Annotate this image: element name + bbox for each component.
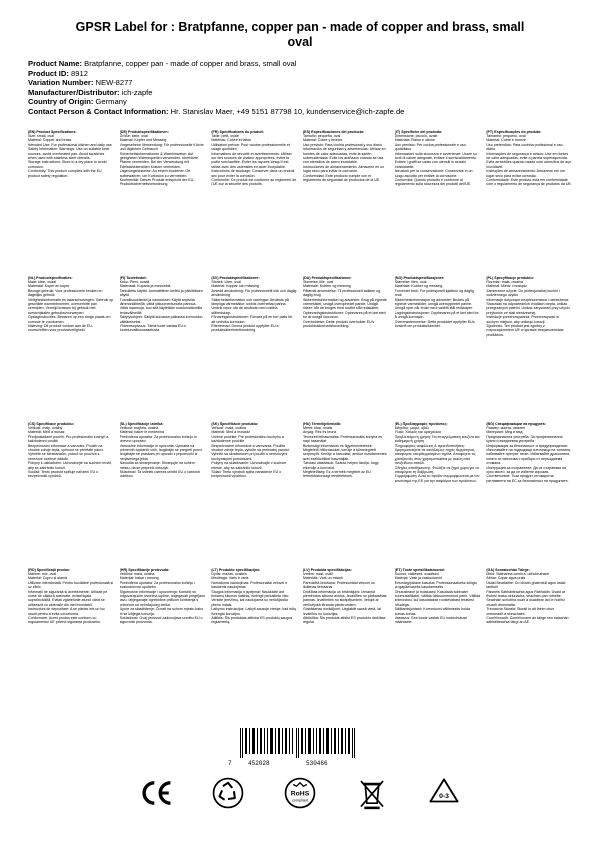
info-variation-number — [28, 78, 572, 88]
barcode-digit-prefix: 7 — [228, 760, 232, 767]
section-body: Koko: Pieni, ovaali Materiaali: Kuparia ja messinkiä Tarkoitettu käyttö: Ammattilinen keittiö ja päivittäinen käyttö Turvallisuustiedot ja varoitukset: Käytä sopivilla lämmönlähteillä, vältä ylikuumentunutta pannua. Vältä naarmuja, kun sitä käytetään ruostumattomilla teräsvälineillä. Säilytysohjeet: Säilytä kuivassa paikassa korroosion välttämiseksi. Yhteensopivuus: Tämä tuote vastaa EU:n tuoteturvallisuusasetusta. — [119, 279, 203, 333]
barcode — [238, 728, 358, 758]
section-body: Méid: Státhanna cumhra, ubhchruthach Abhar: Copar agus práis Úsáid Beartaithe: Do chistin ghairmiúil agus úsáid laethúil Faisnéis Sábháilteachta agus Rabhaidh: Úsáid ar fhoinsí teasa oiriúnacha, seachain pan róthéite. Seachain scríobha nuair a úsáidtear iad le huirlisí cruach dhosmálta. Treoracha Stórála: Stóráil in áit thirim chun creimeadh a sheachaint. Comhlíonadh: Comhlíonann an táirge seo rialachán sábháilteachta táirgí an AE. — [486, 571, 569, 625]
section-heading: (NO) Produktspesifikasjoner: — [394, 275, 445, 280]
info-value: 8912 — [71, 68, 88, 78]
info-key: Manufacturer/Distributor: — [28, 87, 120, 97]
spec-section-no — [395, 274, 481, 420]
section-body: Veličina: mala, ovalna Materijal: bakar i mesing Predviđena uporaba: Za profesionalnu kuhinju i svakodnevnu upotrebu Sigurnosne informacije i upozorenja: Koristiti na odgovarajućim izvorima topline, izbjegavati pregrijanu tavu. Izbjegavajte ogrebotine prilikom korištenja s priborom od nehrđajućeg čelika. Upute za skladištenje: Čuvati na suhom mjestu kako bi se izbjegla korozija. Sukladnost: Ovaj proizvod zadovoljava uredbu EU o sigurnosti proizvoda. — [119, 571, 205, 625]
page-title: GPSR Label for : Bratpfanne, copper pan - made of copper and brass, small oval — [75, 20, 525, 49]
section-heading: (PT) Especificações do produto: — [486, 129, 542, 134]
info-value: NEW-8277 — [95, 78, 133, 88]
spec-section-ga — [486, 566, 572, 686]
info-value: Germany — [95, 97, 127, 107]
spec-section-el — [395, 420, 481, 566]
mobius-text: 0-3 — [439, 793, 449, 801]
section-heading: (LV) Produkta specifikācijas: — [302, 567, 352, 572]
spec-section-sv — [211, 274, 297, 420]
barcode-digits-left: 452028 — [248, 760, 270, 767]
section-body: Taille: petit, ovale Matériau: Cuivre et laiton Utilisation prévue: Pour cuisine professionnelle et usage quotidien Informations de sécurité et avertissements: Utiliser sur des sources de chaleur appropriées, éviter la poêle surchauffée. Éviter les rayures lorsqu'il est utilisé avec des ustensiles en acier inoxydable. Instructions de stockage: Conserver dans un endroit sec pour éviter la corrosion. Conformité: Ce produit est conforme au règlement de l'UE sur la sécurité des produits. — [211, 133, 297, 187]
section-heading: (DA) Produktspecifikationer: — [302, 275, 352, 280]
spec-section-lt — [211, 566, 297, 686]
mobius-loop-icon — [427, 776, 461, 810]
info-key: Variation Number: — [28, 78, 94, 88]
spec-section-de — [120, 128, 206, 274]
info-value: Hr. Stanislav Maer, +49 5151 87798 10, kundenservice@ich-zapfe.de — [170, 106, 405, 116]
section-body: Size: small, oval Material: Copper and brass Intended Use: For professional kitchen and daily use Safety Information: Warnings: Use on suitable heat sources, avoid overheated pan. Avoid scratches when used with stainless steel utensils. Storage Instructions: Store in a dry place to avoid corrosion. Conformity: This product complies with the EU product safety regulation. — [28, 133, 112, 178]
info-contact — [28, 107, 572, 117]
info-manufacturer — [28, 88, 572, 98]
section-heading: (SK) Špecifikácie produktu: — [211, 421, 259, 426]
section-body: Velikost: malý, oválný Materiál: Měď a mosaz Předpokládané použití: Pro profesionální kuchyň a každodenní použití Bezpečnostní informace a varování: Použití na vhodné zdroje tepla, vyhnout se přehřáté pánvi. Vyhněte se škrábancům, pokud se používá s nerezové ocelové nádobí. Pokyny k uskladnění: Uchovávejte na suchém místě, aby se zabránilo korozi. Soulad: Tento produkt splňuje nařízení EU o bezpečnosti výrobků. — [28, 425, 113, 479]
section-heading: (HU) Termékjellemzők: — [302, 421, 342, 426]
spec-section-it — [395, 128, 481, 274]
section-heading: (CS) Specifikace produktu: — [28, 421, 74, 426]
section-heading: (PL) Specyfikacje produktu: — [486, 275, 534, 280]
info-product-id — [28, 69, 572, 79]
section-body: Suurus: väikesed, ovaalsed Materjal: Vask ja vasksulamid Eesmärgipärane kasutus: Professionaalseks köögis ja igapäevaseks kasutamiseks Ohutusteave ja hoiatused: Kasutada sobivatel kuumusallikatel, vältida ülekuumenenud pann. Vältida kriimustusi, kui kasutatakse roostevabast terasest nõudega. Säilitamisjuhised: Korrosiooni vältimiseks hoida kuivas kohas. Vastavus: See toode vastab ELi tooteohutuse määrusele. — [394, 571, 481, 625]
spec-section-cs — [28, 420, 114, 566]
section-heading: (ES) Especificaciones del producto: — [302, 129, 365, 134]
spec-section-bg — [486, 420, 572, 566]
section-heading: (NL) Productspecificaties: — [28, 275, 73, 280]
product-info — [28, 59, 572, 117]
section-heading: (SL) Specifikacije izdelka: — [119, 421, 164, 426]
weee-bin-icon — [355, 776, 389, 810]
spec-section-es — [303, 128, 389, 274]
section-body: Größe: klein, oval Material: Kupfer und Messing Vorgesehene Verwendung: Für professionelle Küche und täglichen Gebrauch Sicherheitsinformationen & Warnhinweise: Auf geeigneten Wärmequellen verwenden, überhitzte Pfanne vermeiden. Bei der Verwendung mit Edelstahlutensilien Kratzer vermeiden. Lagerungshinweise: An einem trockenen Ort aufbewahren, um Korrosion zu vermeiden. Konformität: Dieses Produkt entspricht der EU-Produktsicherheitsverordnung. — [119, 133, 204, 187]
section-body: Størrelse: lille, oval Materiale: Kobber og messing Påtænkt anvendelse: Til professionelt køkken og daglig brug Sikkerhedsinformation og advarsler: Brug på egnede varmekilder, undgå overophedet pande. Undgå ridser, når de bruges med rustfrit stål redskaber. Opbevaringsinstruktioner: Opbevares på et tørt sted for at undgå korrosion. Overholdelse: Dette produkt overholder EU's produktsikkerhedsforordning. — [302, 279, 387, 329]
spec-section-sl — [120, 420, 206, 566]
spec-section-ro — [28, 566, 114, 686]
section-body: Storlek: Liten, oval Material: Koppar och mässing Avsedd användning: För professionellt kök och daglig användning Säkerhetsinformation och varningar: Används på lämpliga värmekällor, undvik överhettad panna. Undvik repor när de används med rostfria stålredskap. Förvaringsinstruktioner: Förvara på en torr plats för att undvika korrosion. Efterlevnad: Denna produkt uppfyller EU:s produktsäkerhetsförordning. — [211, 279, 297, 333]
section-heading: (FI) Tuotetiedot: — [119, 275, 147, 280]
info-key: Country of Origin: — [28, 97, 94, 107]
recycling-icon — [211, 776, 245, 810]
info-value: Bratpfanne, copper pan - made of copper and brass, small oval — [84, 59, 297, 68]
spec-section-et — [395, 566, 481, 686]
section-body: Velikost: majhna, ovalna Material: baker in medenina Predvidena uporaba: Za profesionalno kuhinjo in dnevno uporabo Varnostne informacije in opozorila: Uporaba na primernih toplotnih virih, izogibajte se pregreti ponvi. Izogibajte se praskam pri uporabi z pripomočki iz nerjavečega jekla. Navodila za shranjevanje: Shranjujte na suhem mestu, da se prepreči korozija. Skladnost: Ta izdelek ustreza uredbi EU o varnosti izdelkov. — [119, 425, 203, 479]
spec-section-hu — [303, 420, 389, 566]
section-body: Dimensione: piccolo, ovale Materiale: Rame e ottone Uso previsto: Per cucina professionale e uso quotidiano Informazioni sulla sicurezza e avvertenze: Usare su fonti di calore adeguate, evitare il surriscaldamento. Evitare i graffi se usato con utensili in acciaio inossidabile. Istruzioni per la conservazione: Conservare in un luogo asciutto per evitare la corrosione. Conformità: Questo prodotto è conforme al regolamento sulla sicurezza dei prodotti dell'UE. — [394, 133, 477, 187]
section-body: Størrelse: liten, oval Materiale: Kobber og messing Forventet bruk: For profesjonelt kjøkken og daglig bruk Sikkerhetsinformasjon og advarsler: Brukes på egnede varmekilder, unngå overopphetet panne. Unngå riper når brukt med rustfritt stål redskaper. Lagringsinstruksjoner: Oppbevares på et tørt sted for å unngå korrosjon. Overensstemmelse: Dette produktet oppfyller EUs forskrift om produktsikkerhet. — [394, 279, 479, 329]
compliance-symbols — [0, 776, 600, 810]
section-heading: (EN) Product Specifications: — [28, 129, 77, 134]
section-body: Rozmiar: mała, owalna Materiał: Miedź i mosiądz Zamierzone użycie: Do profesjonalnej kuchni i codziennego użytku Informacje dotyczące bezpieczeństwa i ostrzeżenia: Stosować na odpowiednich źródłach ciepła, unikać przegrzanych patelni. Unikać zarysowań przy użyciu przyborów ze stali nierdzewnej. Instrukcje przechowywania: Przechowywać w suchym miejscu, aby uniknąć korozji. Zgodność: Ten produkt jest zgodny z rozporządzeniem UE w sprawie bezpieczeństwa produktów. — [486, 279, 570, 337]
section-heading: (FR) Spécifications du produit: — [211, 129, 264, 134]
section-body: Tamaño: pequeña, oval Material: Cobre y bronce Uso previsto: Para cocina profesional y uso diario Información de seguridad y advertencias: Utilizar en fuentes de calor adecuadas, evite la sartén sobrecalentada. Evite los arañazos cuando se usa con utensilios de acero inoxidable. Instrucciones de almacenamiento: Almacene en un lugar seco para evitar la corrosión. Conformidad: Este producto cumple con el reglamento de seguridad de productos de la UE. — [302, 133, 386, 183]
spec-section-en — [28, 128, 114, 274]
section-heading: (HR) Specifikacije proizvoda: — [119, 567, 170, 572]
ce-mark-icon — [139, 776, 173, 810]
section-body: Maat: klein, ovaal Materiaal: Koper en koper Beoogd gebruik: Voor professionele keuken en dagelijks gebruik Veiligheidsinformatie en waarschuwingen: Gebruik op geschikte warmtebronnen, oververhitte pan vermijden. Vermijd krassen bij gebruik met roestvrijstalen gebruiksvoorwerpen. Opslaginstructies: Bewaren op een droge plaats om corrosie te voorkomen. Naleving: Dit product voldoet aan de EU-voorschriften voor productveiligheid. — [28, 279, 114, 333]
section-body: Mărime: mic, oval Material: Cupru și alamă Utilizare intenționată: Pentru bucătărie profesională și uz zilnic Informații de siguranță și avertismente: Utilizați pe surse de căldură adecvate, evitați tigaia supraîncălzită. Evitați zgârieturile atunci când se utilizează cu ustensile din oțel inoxidabil. Instrucțiuni de depozitare: A se păstra într-un loc uscat pentru a evita coroziunea. Conformare: Acest produs este conform cu regulamentul UE privind siguranța produselor. — [28, 571, 114, 625]
section-heading: (SV) Produktspecifikationer: — [211, 275, 260, 280]
spec-section-pt — [486, 128, 572, 274]
barcode-digits-right: 530466 — [306, 760, 328, 767]
spec-section-pl — [486, 274, 572, 420]
section-heading: (RO) Specificații produs: — [28, 567, 71, 572]
section-heading: (EL) Προδιαγραφές προϊόντος: — [394, 421, 448, 426]
language-grid — [28, 128, 572, 686]
section-body: Veľkosť: malá, oválna Materiál: Meď a mosadz Určené použitie: Pre profesionálnu kuchyňu a každodenné použitie Bezpečnostné informácie a varovania: Použite vhodné zdroje tepla, vyhnite sa prehriatej panvici. Vyhnite sa škrabancom pri použití s nerezovými kuchynskými pomôckami. Pokyny na skladovanie: Uchovávajte v suchom mieste, aby sa zabránilo korózii. Súlad: Tento výrobok spĺňa nariadenie EÚ o bezpečnosti výrobkov. — [211, 425, 291, 479]
rohs-subtext: compliant — [291, 798, 309, 803]
spec-section-sk — [211, 420, 297, 566]
info-country — [28, 97, 572, 107]
section-body: Dydis: mažas, ovalinis Medžiaga: Varis ir varis Numatoma naudojimas: Profesionaliai virtuvei ir kasdienis naudojimas Saugos informacija ir įspėjimai: Naudokite ant tinkamų šilumos šaltinių, išvengti perkaitinto viso. Venkite įbrėžimų, kai naudojama su nerūdijančio plieno indais. Laikymo instrukcijos: Laikyti sausoje vietoje, kad būtų išvengta korozijos. Atitiktis: Šis produktas atitinka ES produktų saugos reglamentą. — [211, 571, 297, 625]
spec-section-da — [303, 274, 389, 420]
section-body: Размер: малък, овален Материал: Мед и мед Предназначена употреба: За професионална кухня и ежедневна употреба Информация за безопасност и предупреждения: Използвайте на подходящи източници на топлина, избягвайте прегрят тиган. Избягвайте драскотини, когато се използва с прибори от неръждаема стомана. Инструкции за съхранение: Да се съхранява на сухо място, за да се избегне корозия. Съответствие: Този продукт отговаря на регламента на ЕС за безопасност на продуктите. — [486, 425, 571, 483]
info-key: Contact Person & Contact Information: — [28, 106, 169, 116]
section-body: Tamanho: pequeno, oval Material: Cobre e bronze Uso pretendido: Para cozinha profissional e uso diário Informações de segurança e avisos: Use em fontes de calor adequadas, evite a panela superaquecida. Evite arranhões quando usado com utensílios de aço inoxidável. Instruções de armazenamento: Armazene em um lugar seco para evitar corrosão. Conformidade: Este produto está em conformidade com o regulamento de segurança de produtos da UE. — [486, 133, 572, 187]
section-body: Μέγεθος: μικρό, οβάλ Υλικό: Χαλκός και ορείχαλκος Προβλεπόμενη χρήση: Για επαγγελματική κουζίνα και καθημερινή χρήση Πληροφορίες ασφάλειας & προειδοποιήσεις: Χρησιμοποιήστε σε κατάλληλες πηγές θερμότητας, αποφύγετε υπερθερμασμένο τηγάνι. Αποφύγετε τις γρατζουνιές όταν χρησιμοποιείται με σκεύη από ανοξείδωτο ατσάλι. Οδηγίες αποθήκευσης: Φυλάξτε σε ξηρό χώρο για να αποφύγετε τη διάβρωση. Συμμόρφωση: Αυτό το προϊόν συμμορφώνεται με τον κανονισμό της ΕΕ για την ασφάλεια των προϊόντων. — [394, 425, 480, 483]
info-value: ich-zapfe — [121, 87, 153, 97]
spec-section-lv — [303, 566, 389, 686]
info-product-name — [28, 59, 572, 69]
section-heading: (BG) Спецификации на продукта: — [486, 421, 546, 426]
spec-section-nl — [28, 274, 114, 420]
section-heading: (GA) Sonraíochtaí Táirge: — [486, 567, 530, 572]
spec-section-hr — [120, 566, 206, 686]
spec-section-fi — [120, 274, 206, 420]
section-heading: (LT) Produkto specifikacijos: — [211, 567, 261, 572]
section-heading: (IT) Specifiche del prodotto: — [394, 129, 443, 134]
info-key: Product Name: — [28, 59, 83, 68]
rohs-compliant-icon — [283, 776, 317, 810]
info-key: Product ID: — [28, 68, 69, 78]
rohs-text: RoHS — [290, 790, 310, 798]
section-body: Izmērs: mazi, ovāli Materiāls: Varš un misiņš Paredzētā lietošana: Profesionālai virtuvei un ikdienas lietošanai Drošības informācija un brīdinājumi: Izmantot piemērotos siltuma avotos, izvairīties no pārkarsētas pannas. Izvairieties no skrāpējumiem, lietojot ar nerūsējošā tērauda piederumiem. Glabāšanas norādījumi: Uzglabāt sausā vietā, lai izvairītos no korozijas. Atbilstība: Šis produkts atbilst ES produktu drošības regulai. — [302, 571, 387, 625]
spec-section-fr — [211, 128, 297, 274]
section-body: Méret: kicsi, ovális Anyag: Réz és bronz Tervezett felhasználás: Professzionális konyha és napi használat Biztonsági információk és figyelmeztetések: Megfelelő hőforrásokat, kerülje a túlmelegített serpenyőt. Kerülje a karcolást, amikor rozsdamentes acél eszközökkel használják. Tárolási utasítások: Száraz helyen tárolja, hogy elkerülje a korróziót. Megfelelőség: Ez a termék megfelel az EU termékbiztonsági rendeletének. — [302, 425, 387, 479]
section-heading: (ET) Toote spetsifikatsioonid: — [394, 567, 445, 572]
section-heading: (DE) Produktspezifikationen: — [119, 129, 169, 134]
